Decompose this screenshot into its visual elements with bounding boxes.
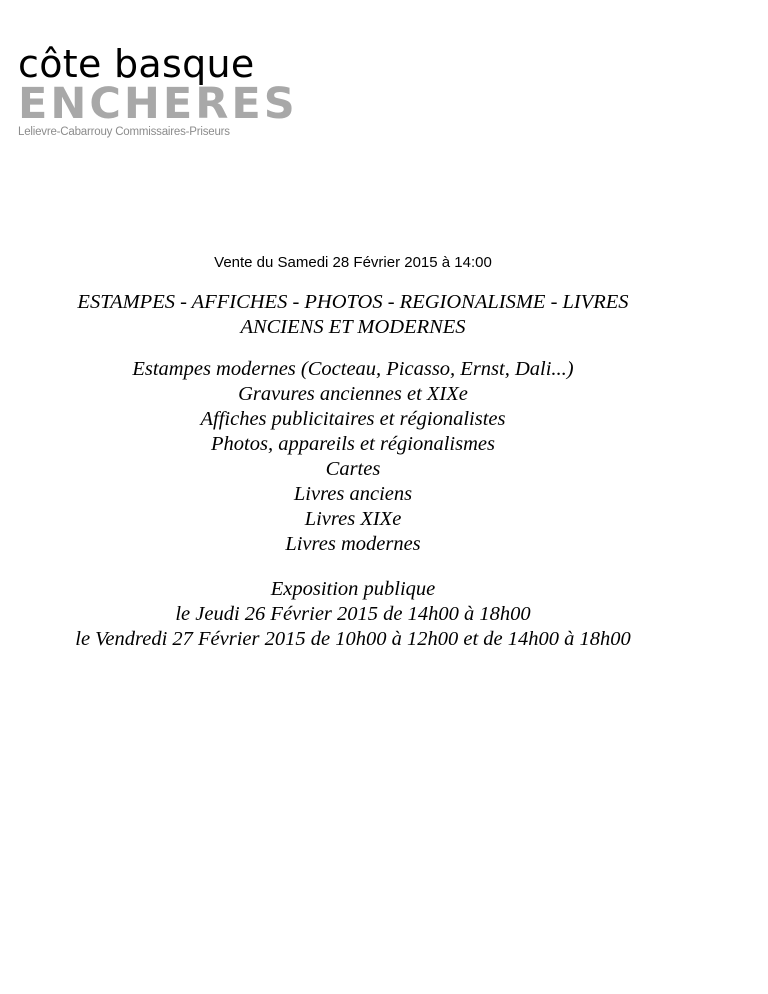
sale-title: [0, 290, 706, 340]
category-item: Gravures anciennes et XIXe: [238, 383, 468, 405]
category-list: [0, 357, 706, 557]
auction-house-logo: [18, 44, 318, 139]
category-item: Affiches publicitaires et régionalistes: [200, 408, 506, 430]
exposition-heading: Exposition publique: [270, 578, 436, 600]
sale-title-line: ESTAMPES - AFFICHES - PHOTOS - REGIONALISME - LIVRES: [77, 291, 629, 313]
category-item: Photos, appareils et régionalismes: [211, 433, 495, 455]
exposition-date: le Vendredi 27 Février 2015 de 10h00 à 12h00 et de 14h00 à 18h00: [75, 628, 631, 650]
sale-date: Vente du Samedi 28 Février 2015 à 14:00: [214, 254, 492, 271]
logo-tagline: Lelievre-Cabarrouy Commissaires-Priseurs: [18, 126, 230, 138]
exposition-section: [0, 577, 706, 652]
category-item: Livres XIXe: [304, 508, 402, 530]
category-item: Livres anciens: [293, 483, 413, 505]
exposition-date: le Jeudi 26 Février 2015 de 14h00 à 18h00: [175, 603, 531, 625]
category-item: Cartes: [325, 458, 381, 480]
category-item: Estampes modernes (Cocteau, Picasso, Ernst, Dali...): [132, 358, 574, 380]
logo-text-cote-basque: côte basque: [18, 42, 255, 86]
sale-title-line: ANCIENS ET MODERNES: [240, 316, 466, 338]
category-item: Livres modernes: [285, 533, 421, 555]
logo-text-encheres: ENCHERES: [18, 79, 298, 129]
